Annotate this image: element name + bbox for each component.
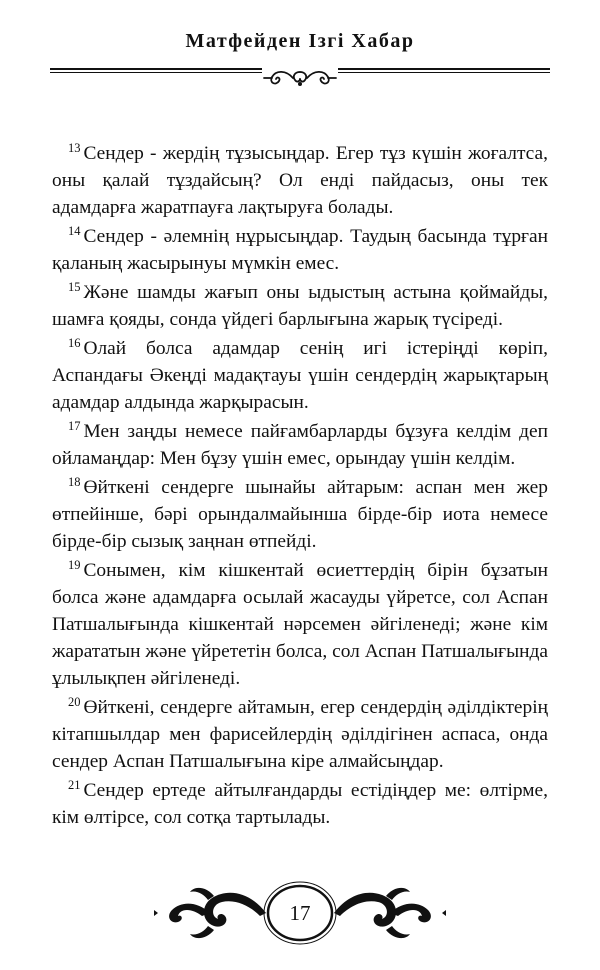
page-footer [0,870,600,950]
verse-text: Мен заңды немесе пайғамбарларды бұзуға келдім деп ойламаңдар: Мен бұзу үшін емес, орындау үшін келдім. [52,421,548,469]
verse-text: Сендер - жердің тұзысыңдар. Егер тұз күшін жоғалтса, оны қалай тұздайсың? Ол енді пайдасыз, оны тек адамдарға жаратпауға лақтыруға болады. [52,143,548,218]
page-number: 17 [289,901,311,925]
verse-number: 21 [68,777,81,792]
verse-number: 20 [68,694,81,709]
page-header [0,0,600,100]
verse-text: Сендер ертеде айтылғандарды естідіңдер ме: өлтірме, кім өлтірсе, сол сотқа тартылады. [52,780,548,828]
verse-text: Сендер - әлемнің нұрысыңдар. Таудың басында тұрған қаланың жасырынуы мүмкін емес. [52,226,548,274]
verse [52,474,548,555]
verse [52,223,548,277]
verse-number: 16 [68,335,81,350]
header-ornament-icon [262,66,338,90]
chapter-text [52,140,548,833]
header-rule [50,62,550,92]
verse [52,279,548,333]
running-title: Матфейден Ізгі Хабар [185,30,415,52]
verse-number: 17 [68,418,81,433]
verse-text: Өйткені, сендерге айтамын, егер сендердің әділдіктерің кітапшылдар мен фарисейлердің әділдігінен аспаса, онда сендер Аспан Патшалығына кіре алмайсыңдар. [52,697,548,772]
verse-number: 15 [68,279,81,294]
verse [52,557,548,692]
verse-text: Өйткені сендерге шынайы айтарым: аспан мен жер өтпейінше, бәрі орындалмайынша бірде-бір иота немесе бірде-бір сызық заңнан өтпейді. [52,477,548,552]
verse [52,777,548,831]
verse [52,140,548,221]
verse-text: Және шамды жағып оны ыдыстың астына қоймайды, шамға қояды, сонда үйдегі барлығына жарық түсіреді. [52,282,548,330]
verse-number: 19 [68,557,81,572]
verse-number: 13 [68,140,81,155]
verse [52,335,548,416]
verse [52,694,548,775]
verse-text: Сонымен, кім кішкентай өсиеттердің бірін бұзатын болса және адамдарға осылай жасауды үйретсе, сол Аспан Патшалығында кішкентай нәрсемен әйгіленеді; және кім жарататын және үйрететін болса, сол Аспан Патшалығында ұлылықпен әйгіленеді. [52,560,548,689]
verse-number: 14 [68,223,81,238]
verse-text: Олай болса адамдар сенің игі істеріңді көріп, Аспандағы Әкеңді мадақтауы үшін сендердің жарықтарың адамдар алдында жарқырасын. [52,338,548,413]
verse-number: 18 [68,474,81,489]
verse [52,418,548,472]
